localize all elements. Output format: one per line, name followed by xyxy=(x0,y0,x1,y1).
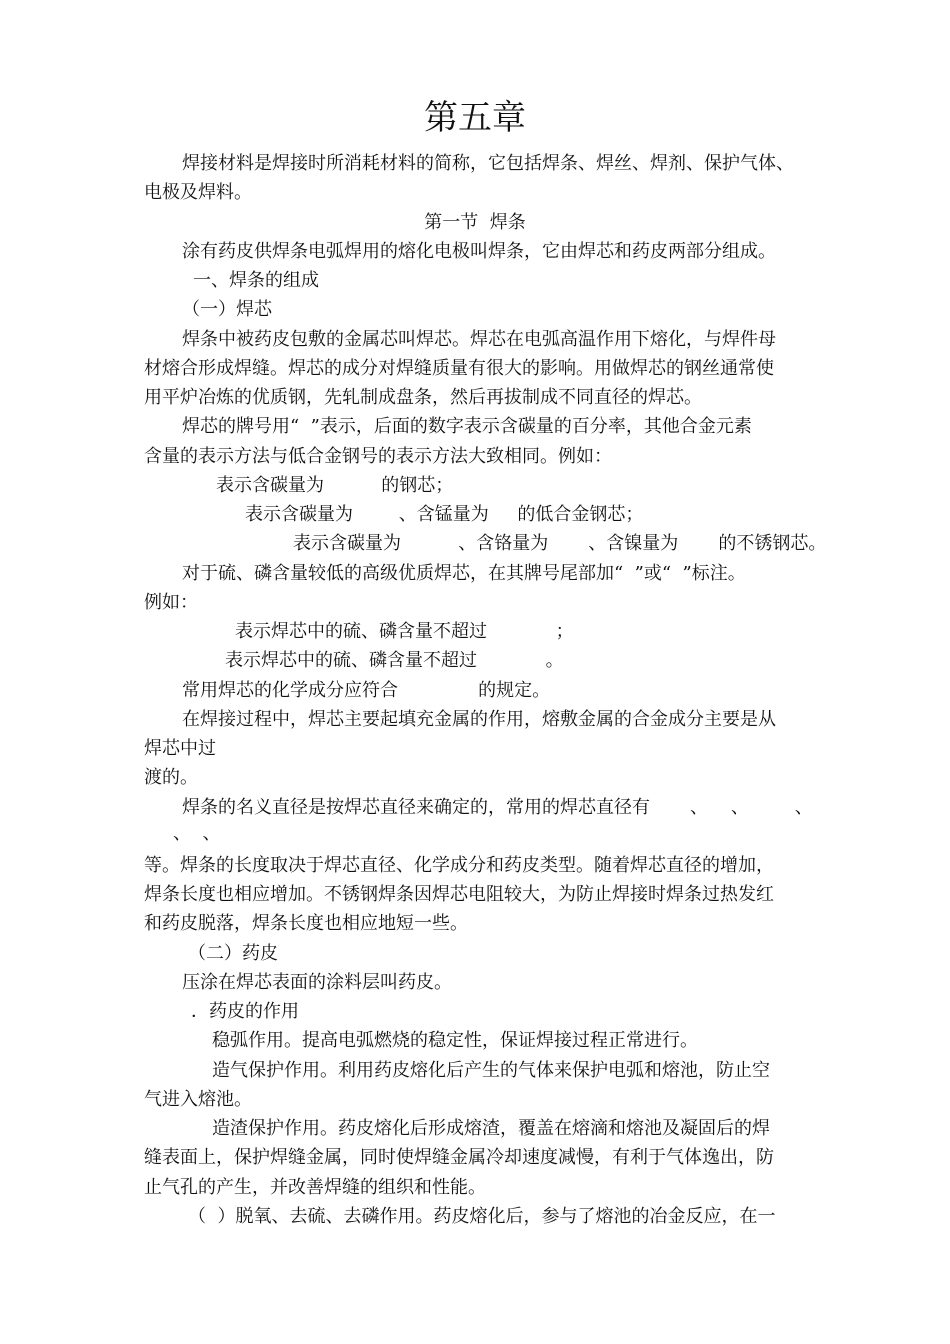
list-item: 稳弧作用。提高电弧燃烧的稳定性，保证焊接过程正常进行。 xyxy=(212,1030,698,1051)
example-line: 表示含碳量为 、含铬量为 、含镍量为 的不锈钢芯。 xyxy=(293,533,827,554)
paragraph-line: 焊接材料是焊接时所消耗材料的简称，它包括焊条、焊丝、焊剂、保护气体、 xyxy=(182,153,794,174)
paragraph-line: 和药皮脱落，焊条长度也相应地短一些。 xyxy=(144,913,468,934)
example-line: 表示焊芯中的硫、磷含量不超过 ； xyxy=(235,621,574,642)
chapter-title: 第五章 xyxy=(424,98,526,138)
paragraph-line: 缝表面上，保护焊缝金属，同时使焊缝金属冷却速度减慢，有利于气体逸出，防 xyxy=(144,1147,774,1168)
paragraph-line: 例如： xyxy=(144,592,198,613)
paragraph-line: 对于硫、磷含量较低的高级优质焊芯，在其牌号尾部加“ ”或“ ”标注。 xyxy=(182,563,746,584)
paragraph-line: 焊芯的牌号用“ ”表示，后面的数字表示含碳量的百分率，其他合金元素 xyxy=(182,416,752,437)
example-line: 表示含碳量为 的钢芯； xyxy=(216,475,454,496)
list-heading: ．药皮的作用 xyxy=(191,1001,299,1022)
paragraph-line: 压涂在焊芯表面的涂料层叫药皮。 xyxy=(182,972,452,993)
subheading: （一）焊芯 xyxy=(182,299,272,320)
example-line: 表示焊芯中的硫、磷含量不超过 。 xyxy=(225,650,564,671)
paragraph-line: 含量的表示方法与低合金钢号的表示方法大致相同。例如： xyxy=(144,446,612,467)
subheading: （二）药皮 xyxy=(188,943,278,964)
paragraph-line: 、 、 xyxy=(173,823,221,844)
paragraph-line: 气进入熔池。 xyxy=(144,1089,252,1110)
paragraph-line: 在焊接过程中，焊芯主要起填充金属的作用，熔敷金属的合金成分主要是从 xyxy=(182,709,776,730)
list-item: 造渣保护作用。药皮熔化后形成熔渣，覆盖在熔滴和熔池及凝固后的焊 xyxy=(212,1118,770,1139)
paragraph-line: 常用焊芯的化学成分应符合 的规定。 xyxy=(182,680,551,701)
paragraph-line: 涂有药皮供焊条电弧焊用的熔化电极叫焊条，它由焊芯和药皮两部分组成。 xyxy=(182,241,776,262)
paragraph-line: 止气孔的产生，并改善焊缝的组织和性能。 xyxy=(144,1177,486,1198)
paragraph-line: 焊条的名义直径是按焊芯直径来确定的，常用的焊芯直径有 、 、 、 xyxy=(182,797,813,818)
paragraph-line: 焊条中被药皮包敷的金属芯叫焊芯。焊芯在电弧高温作用下熔化，与焊件母 xyxy=(182,329,776,350)
list-item: 造气保护作用。利用药皮熔化后产生的气体来保护电弧和熔池，防止空 xyxy=(212,1060,770,1081)
subheading: 一、焊条的组成 xyxy=(193,270,319,291)
paragraph-line: 材熔合形成焊缝。焊芯的成分对焊缝质量有很大的影响。用做焊芯的钢丝通常使 xyxy=(144,358,774,379)
example-line: 表示含碳量为 、含锰量为 的低合金钢芯； xyxy=(245,504,644,525)
paragraph-line: 渡的。 xyxy=(144,767,198,788)
paragraph-line: 等。焊条的长度取决于焊芯直径、化学成分和药皮类型。随着焊芯直径的增加， xyxy=(144,855,774,876)
list-item: （ ）脱氧、去硫、去磷作用。药皮熔化后，参与了熔池的冶金反应，在一 xyxy=(188,1206,776,1227)
paragraph-line: 焊条长度也相应增加。不锈钢焊条因焊芯电阻较大，为防止焊接时焊条过热发红 xyxy=(144,884,774,905)
paragraph-line: 焊芯中过 xyxy=(144,738,216,759)
paragraph-line: 电极及焊料。 xyxy=(144,182,252,203)
section-heading: 第一节 焊条 xyxy=(424,212,526,233)
paragraph-line: 用平炉冶炼的优质钢，先轧制成盘条，然后再拔制成不同直径的焊芯。 xyxy=(144,387,702,408)
